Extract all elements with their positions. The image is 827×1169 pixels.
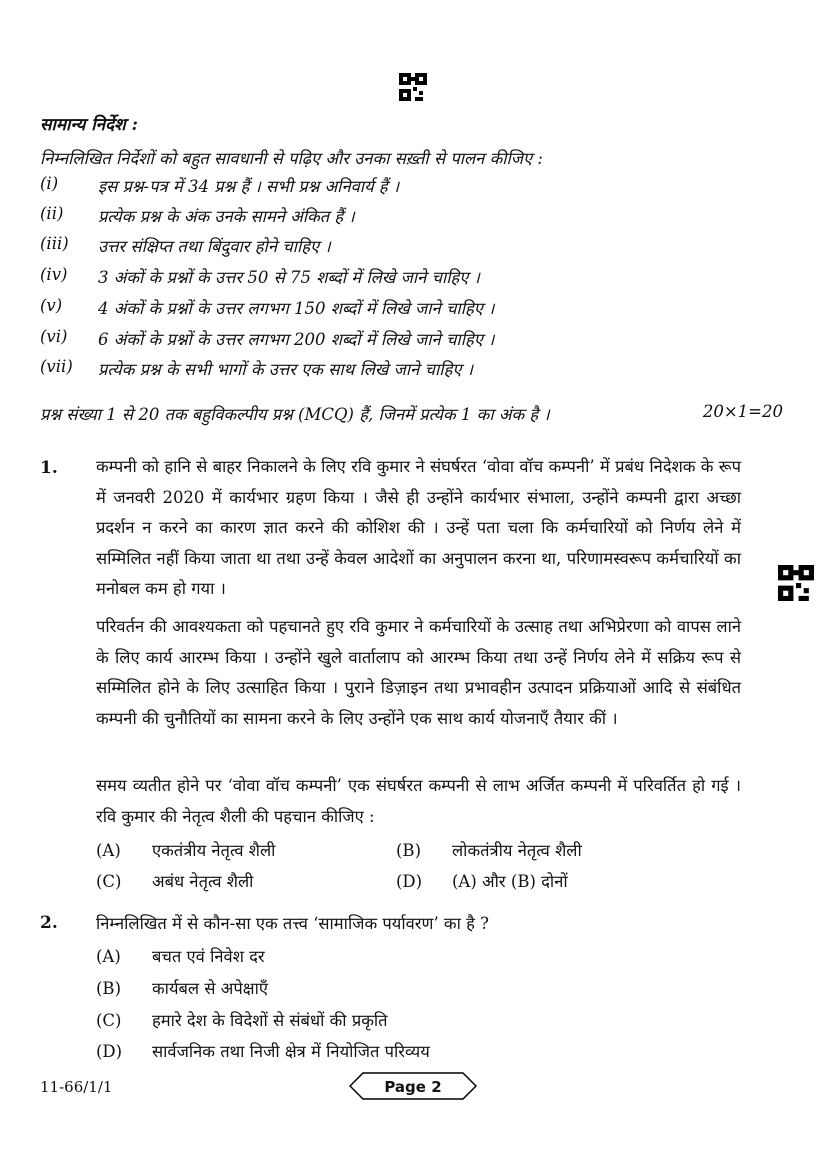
question-1-paragraph-1: कम्पनी को हानि से बाहर निकालने के लिए रवि कुमार ने संघर्षरत ‘वोवा वॉच कम्पनी’ में प्रबंध निदेशक के रूप में जनवरी 2020 में कार्यभार ग्रहण किया । जैसे ही उन्होंने कार्यभार संभाला, उन्होंने कम्पनी द्वारा अच्छा प्रदर्शन न करने का कारण ज्ञात करने की कोशिश की । उन्हें पता चला कि कर्मचारियों को निर्णय लेने में सम्मिलित नहीं किया जाता था तथा उन्हें केवल आदेशों का अनुपालन करना था, परिणामस्वरूप कर्मचारियों का मनोबल कम हो गया । <box>96 457 741 599</box>
question-1-paragraph-2: परिवर्तन की आवश्यकता को पहचानते हुए रवि कुमार ने कर्मचारियों के उत्साह तथा अभिप्रेरणा को वापस लाने के लिए कार्य आरम्भ किया । उन्होंने खुले वार्तालाप को आरम्भ किया तथा उन्हें निर्णय लेने में सक्रिय रूप से सम्मिलित होने के लिए उत्साहित किया । पुराने डिज़ाइन तथा प्रभावहीन उत्पादन प्रक्रियाओं आदि से संबंधित कम्पनी की चुनौतियों का सामना करने के लिए उन्होंने एक साथ कार्य योजनाएँ तैयार कीं । <box>96 617 741 728</box>
mcq-section-note: प्रश्न संख्या 1 से 20 तक बहुविकल्पीय प्रश्न (MCQ) हैं, जिनमें प्रत्येक 1 का अंक है । <box>40 405 550 424</box>
option: (D) (A) और (B) दोनों <box>396 872 568 891</box>
paper-code: 11-66/1/1 <box>40 1078 113 1096</box>
instructions-intro: निम्नलिखित निर्देशों को बहुत सावधानी से पढ़िए और उनका सख़्ती से पालन कीजिए : <box>40 149 543 168</box>
question-1-paragraph-3: समय व्यतीत होने पर ‘वोवा वॉच कम्पनी’ एक संघर्षरत कम्पनी से लाभ अर्जित कम्पनी में परिवर्तित हो गई । रवि कुमार की नेतृत्व शैली की पहचान कीजिए : <box>96 776 741 826</box>
option: (D) सार्वजनिक तथा निजी क्षेत्र में नियोजित परिव्यय <box>96 1042 430 1061</box>
qr-code-side <box>778 565 814 601</box>
question-number: 2. <box>40 913 58 933</box>
page-number: Page 2 <box>384 1078 442 1096</box>
question-2-text: निम्नलिखित में से कौन-सा एक तत्त्व ‘सामाजिक पर्यावरण’ का है ? <box>96 914 489 933</box>
question-number: 1. <box>40 458 58 478</box>
option: (B) कार्यबल से अपेक्षाएँ <box>96 979 268 998</box>
mcq-section-marks: 20×1=20 <box>702 402 783 421</box>
option: (C) हमारे देश के विदेशों से संबंधों की प्रकृति <box>96 1011 388 1030</box>
qr-code-top <box>399 73 427 101</box>
option: (A) बचत एवं निवेश दर <box>96 947 265 966</box>
option: (C) अबंध नेतृत्व शैली <box>96 872 254 891</box>
option: (A) एकतंत्रीय नेतृत्व शैली <box>96 841 276 860</box>
option: (B) लोकतंत्रीय नेतृत्व शैली <box>396 841 582 860</box>
instructions-heading: सामान्य निर्देश : <box>40 115 138 135</box>
